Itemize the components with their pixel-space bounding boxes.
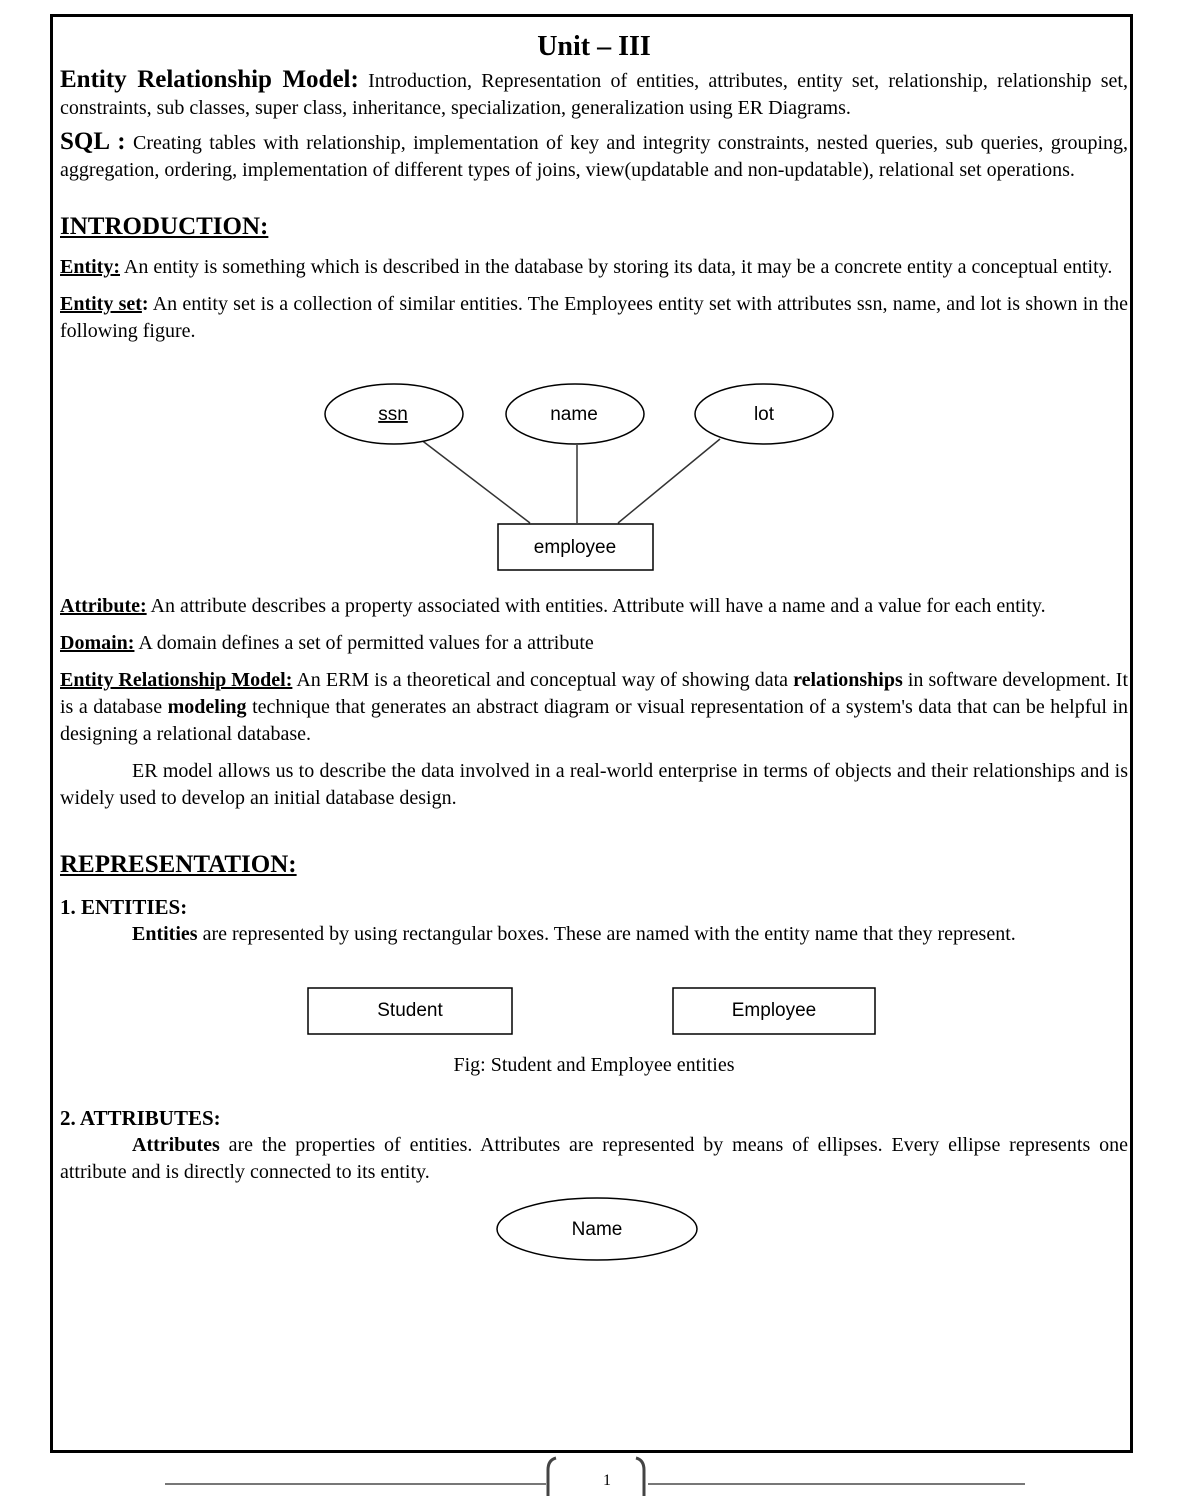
attribute-text: An attribute describes a property associated with entities. Attribute will have a name and a value for each entity. xyxy=(150,595,1046,617)
domain-text: A domain defines a set of permitted values for a attribute xyxy=(138,632,594,654)
domain-definition xyxy=(60,630,1128,657)
attribute-label: Attribute: xyxy=(60,595,147,617)
syllabus-erm xyxy=(60,66,1128,122)
entity-text: An entity is something which is described in the database by storing its data, it may be a concrete entity a conceptual entity. xyxy=(123,256,1113,278)
entities-heading: 1. ENTITIES: xyxy=(60,895,188,919)
erm-def-text-2: in software development. It is a database xyxy=(60,669,1129,718)
erm-def-text-3: technique that generates an abstract diagram or visual representation of a system's data that can be helpful in designing a relational database. xyxy=(60,696,1129,745)
unit-title: Unit – III xyxy=(537,31,651,62)
attr-name: name xyxy=(550,404,598,425)
attributes-text: are the properties of entities. Attributes are represented by means of ellipses. Every ellipse represents one attribute and is directly connected to its entity. xyxy=(60,1134,1129,1183)
entity-employee: employee xyxy=(533,537,617,558)
erm-definition xyxy=(60,667,1128,748)
entities-bold: Entities xyxy=(132,923,198,945)
erm-def-bold-2: modeling xyxy=(167,696,247,718)
entity-student: Student xyxy=(377,1000,443,1021)
document-body xyxy=(60,30,1128,1266)
employee-er-diagram xyxy=(60,359,1128,579)
page-footer xyxy=(0,1456,1200,1496)
entity-employee-2: Employee xyxy=(731,1000,817,1021)
entities-figure-caption: Fig: Student and Employee entities xyxy=(453,1054,735,1076)
entity-label: Entity: xyxy=(60,256,120,278)
erm-def-text-1: An ERM is a theoretical and conceptual way of showing data xyxy=(296,669,789,691)
attributes-bold: Attributes xyxy=(132,1134,220,1156)
entity-set-label: Entity set xyxy=(60,293,142,315)
attribute-name-example: Name xyxy=(571,1219,623,1240)
introduction-heading: INTRODUCTION: xyxy=(60,213,269,240)
attribute-figure xyxy=(60,1196,1128,1266)
entities-figure xyxy=(60,982,1128,1042)
representation-heading: REPRESENTATION: xyxy=(60,851,297,878)
attributes-heading: 2. ATTRIBUTES: xyxy=(60,1106,221,1130)
page-number: 1 xyxy=(603,1472,611,1489)
lot-connector xyxy=(618,439,720,523)
syllabus-sql-text: Creating tables with relationship, implementation of key and integrity constraints, nested queries, sub queries, grouping, aggregation, ordering, implementation of different types of joins, view(updatable and non-updatable), relational set operations. xyxy=(60,132,1128,181)
syllabus-erm-label: Entity Relationship Model: xyxy=(60,66,359,93)
erm-def-bold-1: relationships xyxy=(793,669,903,691)
entity-set-definition xyxy=(60,291,1128,345)
entities-paragraph xyxy=(60,921,1128,948)
domain-label: Domain: xyxy=(60,632,135,654)
attr-lot: lot xyxy=(753,404,775,425)
attr-ssn: ssn xyxy=(378,404,408,425)
entities-text: are represented by using rectangular boxes. These are named with the entity name that they represent. xyxy=(202,923,1016,945)
attribute-definition xyxy=(60,593,1128,620)
entity-definition xyxy=(60,254,1128,281)
syllabus-sql-label: SQL : xyxy=(60,128,126,155)
entity-set-colon: : xyxy=(141,293,149,315)
er-model-paragraph: ER model allows us to describe the data involved in a real-world enterprise in terms of objects and their relationships and is widely used to develop an initial database design. xyxy=(60,760,1128,809)
attributes-paragraph xyxy=(60,1132,1128,1186)
ssn-connector xyxy=(420,439,530,523)
right-brace-icon xyxy=(636,1458,644,1496)
syllabus-sql xyxy=(60,128,1128,184)
syllabus-erm-text: Introduction, Representation of entities, attributes, entity set, relationship, relationship set, constraints, sub classes, super class, inheritance, specialization, generalization using ER Diagrams. xyxy=(60,70,1128,119)
erm-def-label: Entity Relationship Model: xyxy=(60,669,293,691)
entity-set-text: An entity set is a collection of similar entities. The Employees entity set with attributes ssn, name, and lot is shown in the following figure. xyxy=(60,293,1128,342)
left-brace-icon xyxy=(548,1458,556,1496)
